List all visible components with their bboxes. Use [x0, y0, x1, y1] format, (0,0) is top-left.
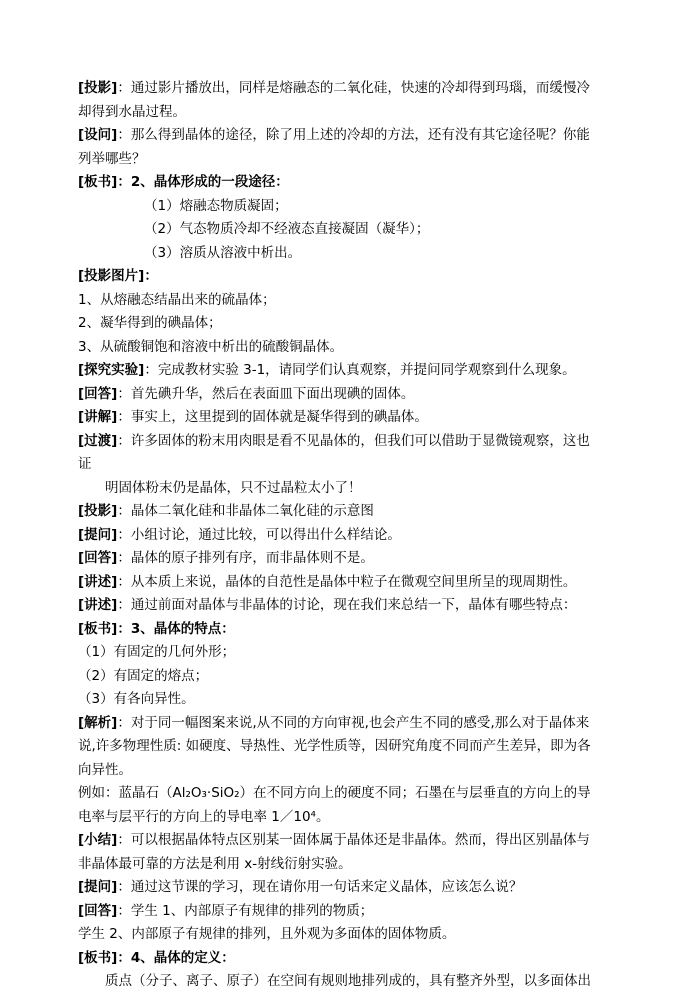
list-item: （3）溶质从溶液中析出。 — [144, 244, 302, 261]
paragraph-transition — [78, 430, 618, 454]
tag-label: [回答] — [78, 550, 118, 566]
paragraph-continuation: 却得到水晶过程。 — [78, 103, 186, 120]
paragraph-continuation: 列举哪些？ — [78, 150, 146, 167]
tag-label: [板书] — [78, 174, 118, 190]
paragraph-text: ：可以根据晶体特点区别某一固体属于晶体还是非晶体。然而，得出区别晶体与 — [117, 832, 590, 848]
paragraph-text: ：首先碘升华，然后在表面皿下面出现碘的固体。 — [117, 385, 415, 402]
list-item: 3、从硫酸铜饱和溶液中析出的硫酸铜晶体。 — [78, 338, 344, 355]
tag-colon: ： — [144, 268, 158, 284]
paragraph-continuation: 非晶体最可靠的方法是利用 x-射线衍射实验。 — [78, 855, 352, 872]
tag-label: [小结] — [78, 832, 118, 848]
paragraph-continuation: 说,许多物理性质: 如硬度、导热性、光学性质等，因研究角度不同而产生差异，即为各 — [78, 738, 591, 754]
paragraph-question-3 — [78, 876, 618, 900]
tag-label: [投影] — [78, 80, 118, 96]
lesson-text — [78, 77, 618, 994]
board-heading-4 — [78, 947, 618, 971]
paragraph-answer-3 — [78, 900, 618, 924]
paragraph-narration-1 — [78, 571, 618, 595]
tag-label: [讲述] — [78, 573, 118, 590]
paragraph-text: ：那么得到晶体的途径，除了用上述的冷却的方法，还有没有其它途径呢？你能 — [117, 127, 590, 143]
paragraph-text: ：晶体的原子排列有序，而非晶体则不是。 — [117, 550, 374, 566]
paragraph-answer — [78, 383, 618, 407]
paragraph-question — [78, 124, 618, 148]
heading-text: ：3、晶体的特点： — [117, 620, 235, 637]
list-item: （1）有固定的几何外形； — [78, 644, 236, 660]
list-item: 2、凝华得到的碘晶体； — [78, 315, 222, 331]
heading-text: ：2、晶体形成的一段途径： — [117, 174, 289, 190]
list-item: （2）气态物质冷却不经液态直接凝固（凝华）； — [144, 221, 430, 237]
list-item: （1）熔融态物质凝固； — [144, 197, 288, 214]
paragraph-projection-2 — [78, 500, 618, 524]
tag-label: [投影] — [78, 503, 118, 519]
paragraph-projection-images — [78, 265, 618, 289]
paragraph-question-2 — [78, 524, 618, 548]
paragraph-text: ：从本质上来说，晶体的自范性是晶体中粒子在微观空间里所呈的现周期性。 — [117, 573, 577, 590]
paragraph-text: ：通过这节课的学习，现在请你用一句话来定义晶体，应该怎么说？ — [117, 879, 523, 895]
tag-label: [提问] — [78, 879, 118, 895]
tag-label: [提问] — [78, 526, 118, 543]
paragraph-continuation: 学生 2、内部原子有规律的排列，且外观为多面体的固体物质。 — [78, 926, 456, 942]
tag-label: [设问] — [78, 127, 118, 143]
paragraph-experiment — [78, 359, 618, 383]
paragraph-continuation: 证 — [78, 456, 92, 472]
paragraph-text: ：通过影片播放出，同样是熔融态的二氧化硅，快速的冷却得到玛瑙，而缓慢冷 — [117, 80, 590, 96]
paragraph-indented: 明固体粉末仍是晶体，只不过晶粒太小了！ — [105, 479, 362, 496]
paragraph-text: ：通过前面对晶体与非晶体的讨论，现在我们来总结一下，晶体有哪些特点： — [117, 597, 577, 613]
list-item: 1、从熔融态结晶出来的硫晶体； — [78, 291, 276, 308]
paragraph-text: ：完成教材实验 3-1，请同学们认真观察，并提问同学观察到什么现象。 — [144, 362, 576, 378]
tag-label: [回答] — [78, 902, 118, 919]
tag-label: [投影图片] — [78, 268, 145, 284]
paragraph-answer-2 — [78, 547, 618, 571]
paragraph-projection-1 — [78, 77, 618, 101]
paragraph-continuation: 向异性。 — [78, 761, 132, 778]
tag-label: [讲解] — [78, 409, 118, 425]
paragraph-summary — [78, 829, 618, 853]
paragraph-text: ：学生 1、内部原子有规律的排列的物质； — [117, 902, 374, 919]
paragraph-narration-2 — [78, 594, 618, 618]
board-heading-2 — [78, 171, 618, 195]
paragraph-text: ：许多固体的粉末用肉眼是看不见晶体的，但我们可以借助于显微镜观察，这也 — [117, 432, 590, 449]
paragraph-text: ：小组讨论，通过比较，可以得出什么样结论。 — [117, 526, 401, 543]
heading-text: ：4、晶体的定义： — [117, 949, 235, 966]
paragraph-text: ：晶体二氧化硅和非晶体二氧化硅的示意图 — [117, 503, 374, 519]
paragraph-analysis — [78, 712, 618, 736]
paragraph-definition: 质点（分子、离子、原子）在空间有规则地排列成的，具有整齐外型，以多面体出 — [105, 973, 591, 989]
tag-label: [回答] — [78, 385, 118, 402]
paragraph-continuation: 电率与层平行的方向上的导电率 1／10⁴。 — [78, 808, 330, 825]
tag-label: [讲述] — [78, 597, 118, 613]
tag-label: [板书] — [78, 620, 118, 637]
paragraph-explanation — [78, 406, 618, 430]
paragraph-text: ：对于同一幅图案来说,从不同的方向审视,也会产生不同的感受,那么对于晶体来 — [117, 714, 590, 731]
list-item: （3）有各向异性。 — [78, 691, 195, 707]
board-heading-3 — [78, 618, 618, 642]
tag-label: [探究实验] — [78, 362, 145, 378]
tag-label: [过渡] — [78, 432, 118, 449]
paragraph-example: 例如：蓝晶石（Al₂O₃·SiO₂）在不同方向上的硬度不同；石墨在与层垂直的方向上的导 — [78, 785, 591, 801]
tag-label: [板书] — [78, 949, 118, 966]
tag-label: [解析] — [78, 714, 118, 731]
list-item: （2）有固定的熔点； — [78, 667, 209, 684]
paragraph-text: ：事实上，这里提到的固体就是凝华得到的碘晶体。 — [117, 409, 428, 425]
